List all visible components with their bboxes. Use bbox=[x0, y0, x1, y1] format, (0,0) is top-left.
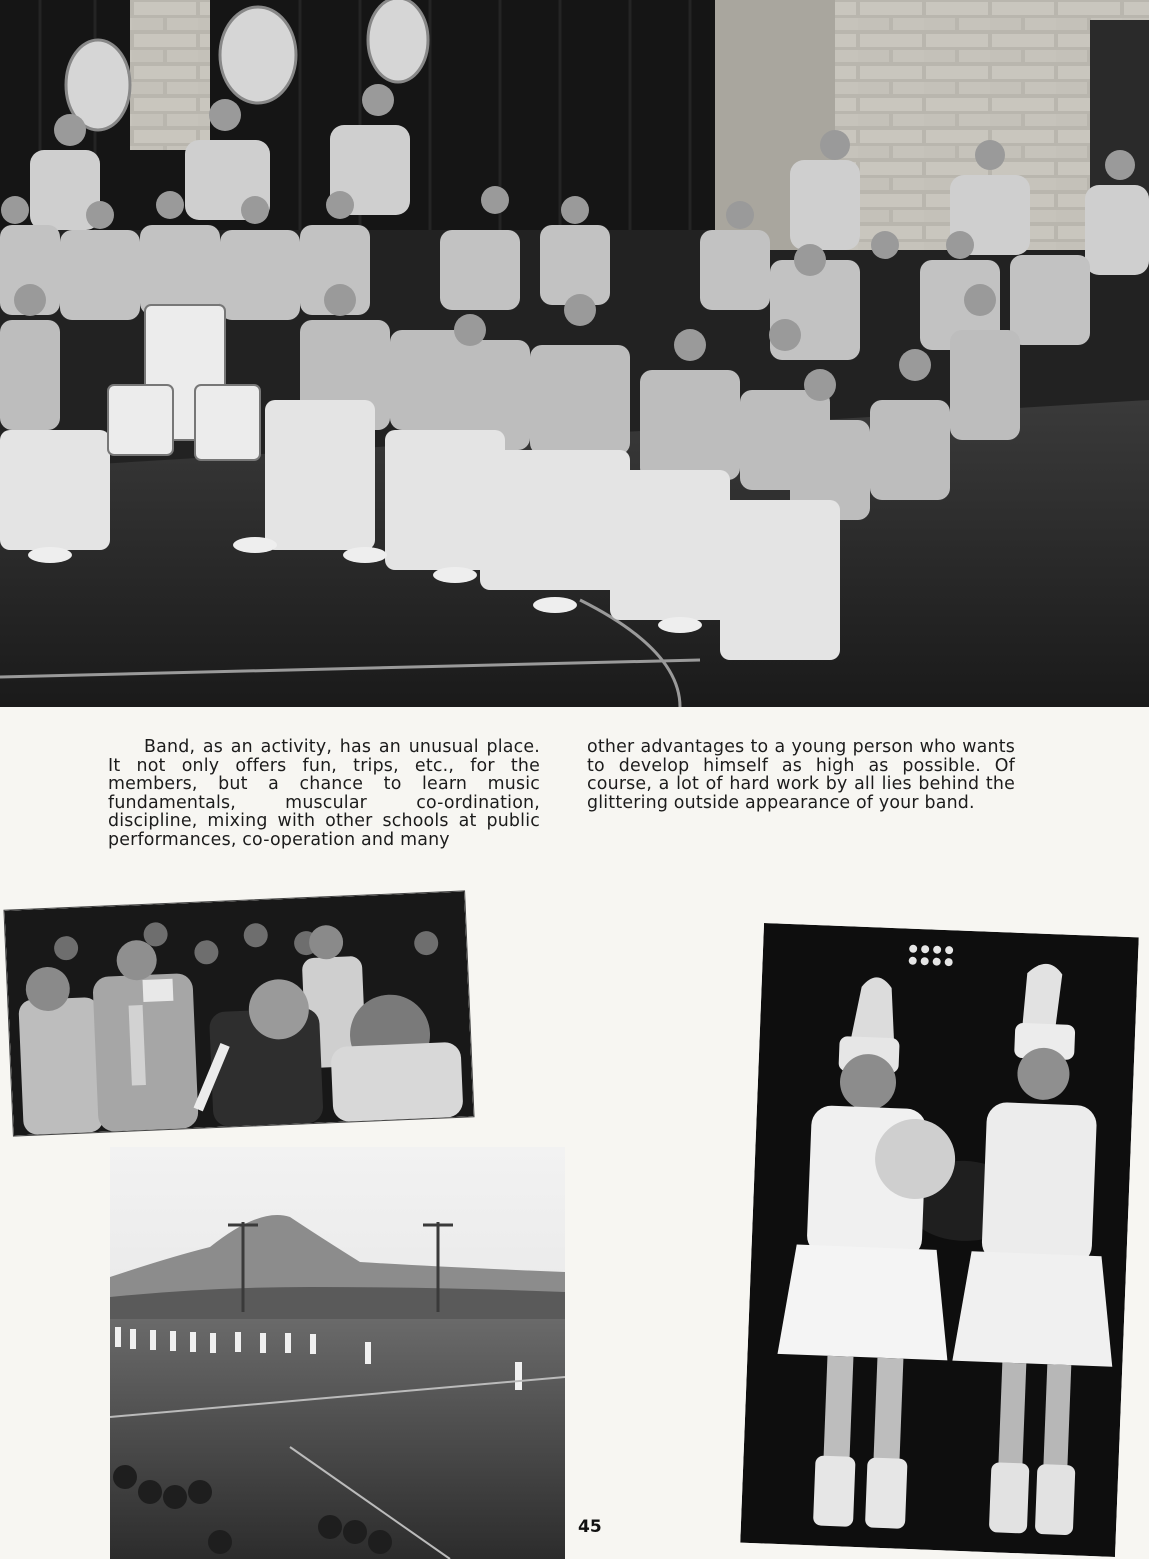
crowd-photo bbox=[3, 890, 474, 1136]
article-column-right bbox=[587, 738, 1015, 812]
article-column-left bbox=[108, 738, 540, 849]
page-number: 45 bbox=[578, 1517, 602, 1537]
band-group-photo bbox=[0, 0, 1149, 707]
article-paragraph-left: Band, as an activity, has an unusual place. It not only offers fun, trips, etc., for the members, but a chance to learn music fundamentals, muscular co-ordination, discipline, mixing with other schools at public performances, co-operation and many bbox=[108, 737, 540, 850]
field-photo bbox=[110, 1147, 565, 1559]
majorettes-photo bbox=[740, 923, 1139, 1557]
article-paragraph-right: other advantages to a young person who wants to develop himself as high as possible. Of course, a lot of hard work by all lies behind the glittering outside appearance of your band. bbox=[587, 737, 1015, 813]
